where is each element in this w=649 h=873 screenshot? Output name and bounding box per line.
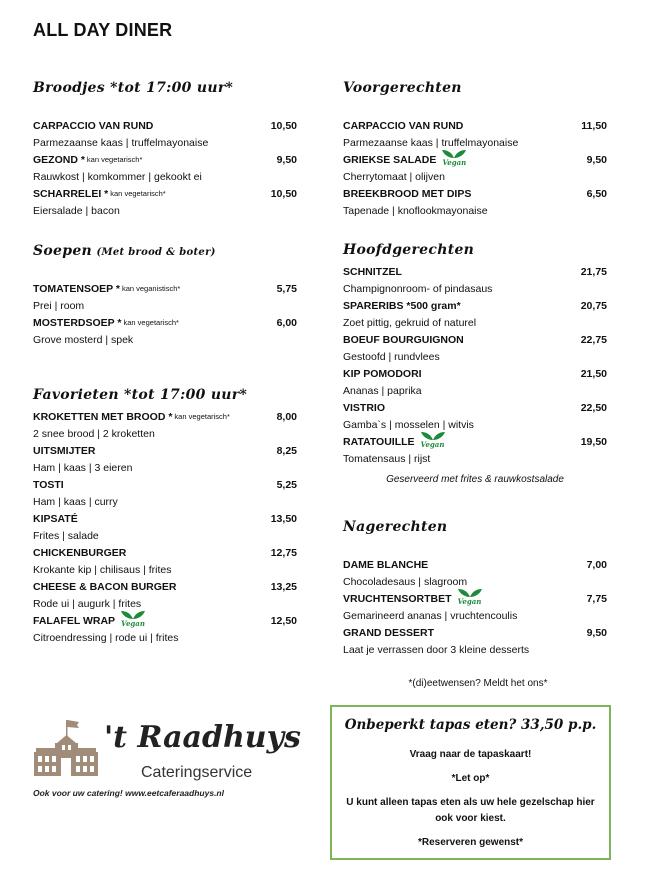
section-title-nagerechten: Nagerechten xyxy=(343,519,448,535)
menu-item-name xyxy=(343,400,607,417)
menu-item-name xyxy=(33,545,297,562)
vegan-badge xyxy=(120,610,146,627)
menu-item-price: 9,50 xyxy=(586,627,607,639)
menu-item-price: 8,00 xyxy=(276,411,297,423)
section-nagerechten xyxy=(343,557,607,659)
menu-item-description: 2 snee brood | 2 kroketten xyxy=(33,428,155,440)
menu-item-price: 13,50 xyxy=(270,513,297,525)
menu-item xyxy=(343,591,607,625)
menu-item-name xyxy=(33,511,297,528)
menu-item-name xyxy=(343,332,607,349)
menu-item-name-text: SCHNITZEL xyxy=(343,266,402,278)
menu-item xyxy=(33,315,297,349)
menu-item-note: kan vegetarisch* xyxy=(86,155,143,164)
menu-item-name xyxy=(343,152,607,169)
menu-item-name-text: BREEKBROOD MET DIPS xyxy=(343,188,472,200)
menu-item-name-text: GEZOND * xyxy=(33,154,85,166)
menu-item xyxy=(33,152,297,186)
menu-item-name xyxy=(33,477,297,494)
menu-item-name xyxy=(343,625,607,642)
menu-item-name xyxy=(343,557,607,574)
menu-item xyxy=(33,545,297,579)
menu-item-price: 6,50 xyxy=(586,188,607,200)
menu-item xyxy=(343,264,607,298)
menu-item-name xyxy=(343,118,607,135)
menu-item-name xyxy=(33,613,297,630)
menu-item-name-text: KIPSATÉ xyxy=(33,513,78,525)
menu-item-name-text: CARPACCIO VAN RUND xyxy=(33,120,154,132)
menu-item-name xyxy=(343,264,607,281)
menu-item-price: 13,25 xyxy=(270,581,297,593)
vegan-label: Vegan xyxy=(121,619,145,628)
menu-item-price: 7,75 xyxy=(586,593,607,605)
menu-item xyxy=(33,409,297,443)
menu-item xyxy=(343,298,607,332)
menu-item xyxy=(343,557,607,591)
menu-item-description: Prei | room xyxy=(33,300,85,312)
menu-item-note: kan veganistisch* xyxy=(121,284,181,293)
menu-item-name-text: KROKETTEN MET BROOD * xyxy=(33,411,173,423)
section-hoofdgerechten xyxy=(343,264,607,468)
section-broodjes xyxy=(33,118,297,220)
menu-item xyxy=(343,366,607,400)
menu-item-price: 10,50 xyxy=(270,188,297,200)
menu-item xyxy=(33,186,297,220)
menu-title: ALL DAY DINER xyxy=(33,20,173,40)
vegan-label: Vegan xyxy=(442,158,467,167)
section-title-broodjes: Broodjes *tot 17:00 uur* xyxy=(33,80,234,96)
menu-item-description: Krokante kip | chilisaus | frites xyxy=(33,564,172,576)
menu-item-name-text: DAME BLANCHE xyxy=(343,559,429,571)
menu-item-name xyxy=(343,591,607,608)
menu-item-name-text: VISTRIO xyxy=(343,402,386,414)
menu-item-description: Gamba`s | mosselen | witvis xyxy=(343,419,474,431)
menu-item-name xyxy=(33,315,297,332)
menu-item-name xyxy=(33,579,297,596)
menu-item-description: Tapenade | knoflookmayonaise xyxy=(343,205,488,217)
menu-item-name xyxy=(33,443,297,460)
menu-item-name xyxy=(343,434,607,451)
tapas-line-1: Vraag naar de tapaskaart! xyxy=(409,749,532,760)
menu-item-name xyxy=(33,409,297,426)
menu-item-name xyxy=(33,281,297,298)
tapas-box xyxy=(330,705,611,860)
menu-item xyxy=(343,400,607,434)
tapas-line-3: U kunt alleen tapas eten als uw hele gezelschap hier ook voor kiest. xyxy=(346,797,595,824)
menu-item-price: 21,75 xyxy=(580,266,607,278)
vegan-label: Vegan xyxy=(457,597,482,606)
vegan-badge xyxy=(441,149,467,166)
menu-item-name-text: FALAFEL WRAP xyxy=(33,615,116,627)
soepen-subtitle: (Met brood & boter) xyxy=(96,247,216,258)
menu-item-description: Gemarineerd ananas | vruchtencoulis xyxy=(343,610,518,622)
menu-item-price: 9,50 xyxy=(586,154,607,166)
menu-item-name xyxy=(33,118,297,135)
menu-item-description: Eiersalade | bacon xyxy=(33,205,120,217)
menu-item-price: 12,50 xyxy=(270,615,297,627)
menu-item-description: Grove mosterd | spek xyxy=(33,334,134,346)
logo-subtitle: Cateringservice xyxy=(141,764,253,781)
menu-item xyxy=(343,625,607,659)
menu-item-price: 21,50 xyxy=(580,368,607,380)
menu-item-name-text: TOSTI xyxy=(33,479,64,491)
menu-item-description: Chocoladesaus | slagroom xyxy=(343,576,468,588)
menu-item-description: Ananas | paprika xyxy=(343,385,422,397)
section-title-voorgerechten: Voorgerechten xyxy=(343,80,462,96)
menu-item-description: Rode ui | augurk | frites xyxy=(33,598,142,610)
menu-item-price: 9,50 xyxy=(276,154,297,166)
menu-item-name xyxy=(33,152,297,169)
menu-item-name-text: VRUCHTENSORTBET xyxy=(343,593,452,605)
soepen-title-text: Soepen xyxy=(33,243,93,259)
menu-item-name-text: SPARERIBS *500 gram* xyxy=(343,300,461,312)
menu-item-note: kan vegetarisch* xyxy=(174,412,230,421)
menu-item xyxy=(343,186,607,220)
menu-item-description: Citroendressing | rode ui | frites xyxy=(33,632,179,644)
section-title-hoofdgerechten: Hoofdgerechten xyxy=(343,242,475,258)
menu-item-name-text: GRIEKSE SALADE xyxy=(343,154,437,166)
vegan-badge xyxy=(457,588,483,605)
menu-item xyxy=(343,332,607,366)
menu-item xyxy=(33,443,297,477)
menu-item-name-text: KIP POMODORI xyxy=(343,368,422,380)
menu-item xyxy=(33,579,297,613)
menu-item-note: kan vegetarisch* xyxy=(110,189,166,198)
hoofdgerechten-note: Geserveerd met frites & rauwkostsalade xyxy=(386,474,564,485)
menu-item-description: Laat je verrassen door 3 kleine desserts xyxy=(343,644,530,656)
menu-item-price: 22,50 xyxy=(580,402,607,414)
town-hall-icon xyxy=(33,718,99,778)
menu-item-description: Tomatensaus | rijst xyxy=(343,453,431,465)
menu-item xyxy=(343,152,607,186)
tapas-line-4: *Reserveren gewenst* xyxy=(417,837,524,848)
menu-item-description: Champignonroom- of pindasaus xyxy=(343,283,493,295)
menu-item-name-text: BOEUF BOURGUIGNON xyxy=(343,334,464,346)
menu-item xyxy=(33,118,297,152)
menu-item-note: kan vegetarisch* xyxy=(123,318,179,327)
menu-item xyxy=(33,613,297,647)
menu-item-name xyxy=(343,186,607,203)
menu-item-name-text: UITSMIJTER xyxy=(33,445,96,457)
menu-item-description: Ham | kaas | 3 eieren xyxy=(33,462,133,474)
menu-item-price: 19,50 xyxy=(580,436,607,448)
menu-item-price: 12,75 xyxy=(270,547,297,559)
menu-item-name xyxy=(33,186,297,203)
logo-tagline: Ook voor uw catering! www.eetcaferaadhuys.nl xyxy=(33,788,224,798)
menu-item-name-text: TOMATENSOEP * xyxy=(33,283,120,295)
menu-item-price: 7,00 xyxy=(586,559,607,571)
menu-item-price: 6,00 xyxy=(276,317,297,329)
menu-item-price: 8,25 xyxy=(276,445,297,457)
section-title-favorieten: Favorieten *tot 17:00 uur* xyxy=(33,387,248,403)
menu-item-price: 5,25 xyxy=(276,479,297,491)
menu-item-name-text: CHEESE & BACON BURGER xyxy=(33,581,177,593)
menu-item-description: Frites | salade xyxy=(33,530,99,542)
menu-item-price: 10,50 xyxy=(270,120,297,132)
menu-item xyxy=(343,434,607,468)
menu-item-name-text: RATATOUILLE xyxy=(343,436,415,448)
menu-item-price: 11,50 xyxy=(581,120,607,132)
menu-item-price: 5,75 xyxy=(276,283,297,295)
menu-item-description: Gestoofd | rundvlees xyxy=(343,351,440,363)
menu-item-description: Cherrytomaat | olijven xyxy=(343,171,445,183)
menu-item xyxy=(343,118,607,152)
vegan-badge xyxy=(420,431,446,448)
menu-item-description: Ham | kaas | curry xyxy=(33,496,118,508)
menu-item-name-text: MOSTERDSOEP * xyxy=(33,317,122,329)
logo-name: 't Raadhuys xyxy=(104,720,301,755)
menu-item xyxy=(33,511,297,545)
section-voorgerechten xyxy=(343,118,607,220)
section-soepen xyxy=(33,281,297,349)
section-title-soepen xyxy=(33,242,216,260)
menu-item-description: Zoet pittig, gekruid of naturel xyxy=(343,317,477,329)
menu-item-price: 20,75 xyxy=(580,300,607,312)
tapas-line-2: *Let op* xyxy=(451,773,490,784)
menu-item xyxy=(33,281,297,315)
menu-item-name xyxy=(343,298,607,315)
menu-item-name-text: CARPACCIO VAN RUND xyxy=(343,120,464,132)
section-favorieten xyxy=(33,409,297,647)
menu-item-name xyxy=(343,366,607,383)
menu-item-name-text: SCHARRELEI * xyxy=(33,188,109,200)
menu-item-description: Parmezaanse kaas | truffelmayonaise xyxy=(343,137,519,149)
menu-item-name-text: GRAND DESSERT xyxy=(343,627,435,639)
menu-item-description: Parmezaanse kaas | truffelmayonaise xyxy=(33,137,209,149)
tapas-title: Onbeperkt tapas eten? 33,50 p.p. xyxy=(344,717,597,733)
diet-note: *(di)eetwensen? Meldt het ons* xyxy=(408,678,548,689)
menu-item-name-text: CHICKENBURGER xyxy=(33,547,127,559)
menu-item-price: 22,75 xyxy=(580,334,607,346)
menu-item-description: Rauwkost | komkommer | gekookt ei xyxy=(33,171,202,183)
menu-item xyxy=(33,477,297,511)
vegan-label: Vegan xyxy=(420,440,445,449)
